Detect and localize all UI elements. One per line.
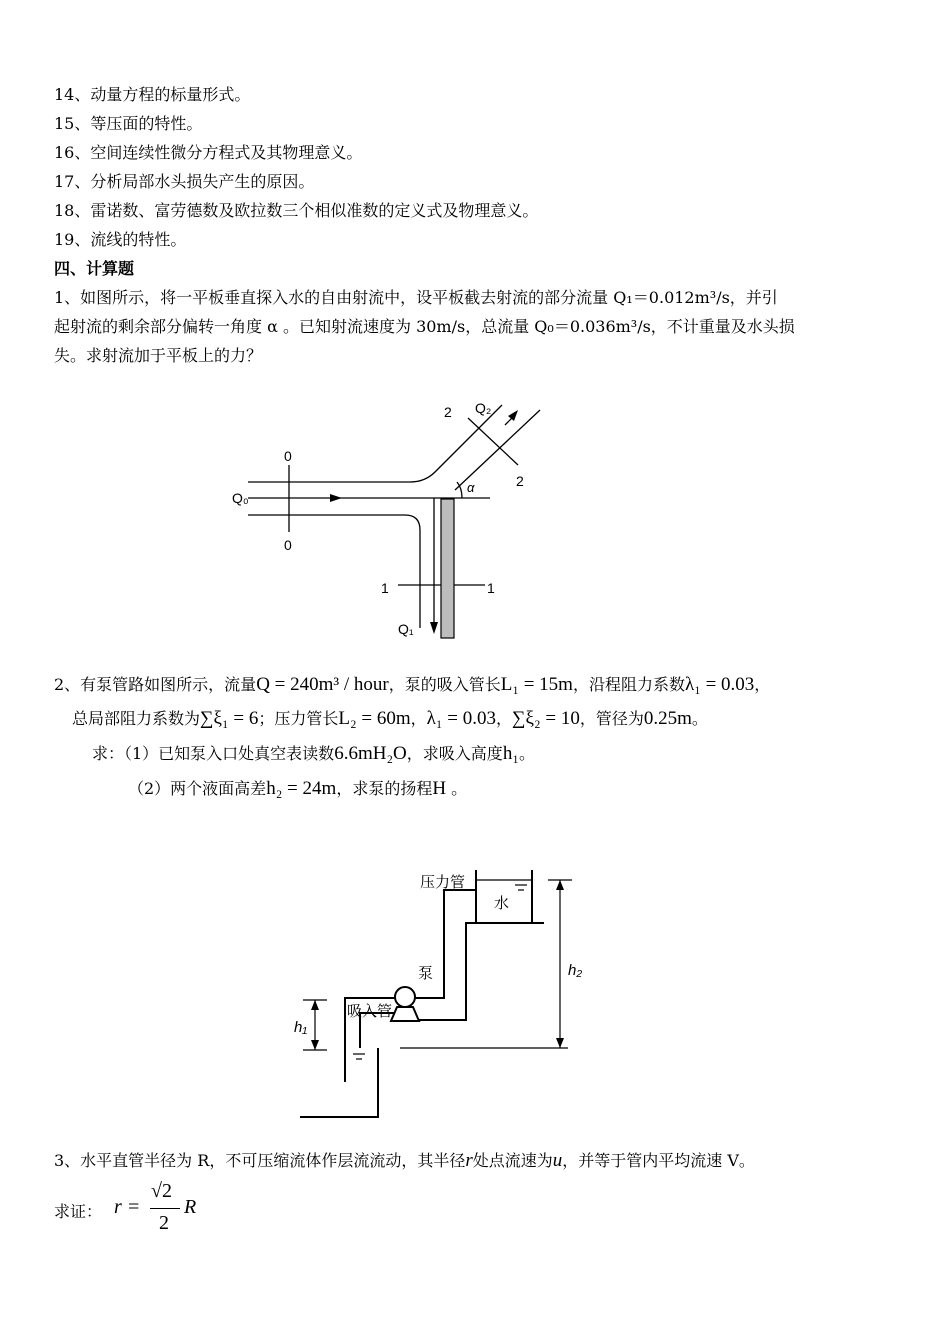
- question-18: 18、雷诺数、富劳德数及欧拉数三个相似准数的定义式及物理意义。: [54, 201, 539, 220]
- arrow-q0: [330, 494, 342, 502]
- formula-vacuum: 6.6mH₂O: [334, 743, 407, 764]
- formula-h2: h₂ = 24m: [266, 778, 337, 799]
- label-0-top: 0: [284, 448, 292, 464]
- label-q0: Q₀: [232, 490, 249, 506]
- formula-r: r: [465, 1150, 473, 1171]
- label-q2: Q₂: [475, 400, 492, 416]
- pump-icon: [395, 987, 415, 1007]
- problem2-line1: 2、有泵管路如图所示，流量Q = 240m³ / hour，泵的吸入管长L₁ = 15m，沿程阻力系数λ₁ = 0.03，: [54, 674, 771, 695]
- question-15: 15、等压面的特性。: [54, 114, 203, 133]
- label-pressure-pipe: 压力管: [420, 874, 466, 891]
- label-h1: h₁: [294, 1019, 308, 1036]
- question-17: 17、分析局部水头损失产生的原因。: [54, 172, 315, 191]
- pump-pipeline-figure: [290, 860, 590, 1122]
- problem2-question1: 求：（1）已知泵入口处真空表读数6.6mH₂O，求吸入高度h₁。: [92, 743, 535, 764]
- label-h2: h₂: [568, 962, 583, 979]
- arrow-q1: [430, 622, 438, 634]
- problem1-line1: 1、如图所示，将一平板垂直探入水的自由射流中，设平板截去射流的部分流量 Q₁＝0.012m³/s，并引: [54, 288, 778, 307]
- prove-label: 求证：: [54, 1202, 103, 1221]
- label-alpha: α: [467, 480, 475, 495]
- formula-xi1: ∑ξ₁ = 6: [200, 708, 259, 729]
- problem1-line2: 起射流的剩余部分偏转一角度 α 。已知射流速度为 30m/s，总流量 Q₀＝0.036m³/s，不计重量及水头损: [54, 317, 795, 336]
- label-pump: 泵: [418, 965, 434, 982]
- formula-lambda1b: λ₁ = 0.03: [426, 708, 496, 729]
- plate: [441, 499, 454, 638]
- problem2-line2: 总局部阻力系数为∑ξ₁ = 6；压力管长L₂ = 60m，λ₁ = 0.03，∑ξ₂ = 10，管径为0.25m。: [72, 708, 708, 729]
- formula-h1: h₁: [502, 743, 519, 764]
- problem3-line1: 3、水平直管半径为 R，不可压缩流体作层流流动，其半径r处点流速为u，并等于管内平均流速 V。: [54, 1150, 755, 1171]
- section-title: 四、计算题: [54, 259, 135, 278]
- question-19: 19、流线的特性。: [54, 230, 187, 249]
- label-2-top: 2: [444, 404, 452, 420]
- formula-q: Q = 240m³ / hour: [256, 674, 389, 695]
- question-16: 16、空间连续性微分方程式及其物理意义。: [54, 143, 363, 162]
- formula-l2: L₂ = 60m: [338, 708, 411, 729]
- problem1-line3: 失。求射流加于平板上的力？: [54, 346, 263, 365]
- label-water: 水: [494, 895, 510, 912]
- jet-plate-figure: [220, 395, 560, 645]
- formula-head: H: [432, 778, 447, 799]
- formula-u: u: [552, 1150, 563, 1171]
- label-2-bottom: 2: [516, 473, 524, 489]
- arrow-q2: [508, 410, 518, 421]
- problem2-question2: （2）两个液面高差h₂ = 24m，求泵的扬程H 。: [128, 778, 468, 799]
- formula-lambda1: λ₁ = 0.03: [684, 674, 755, 695]
- label-0-bottom: 0: [284, 537, 292, 553]
- label-1-left: 1: [381, 580, 389, 596]
- label-1-right: 1: [487, 580, 495, 596]
- label-q1: Q₁: [398, 621, 414, 637]
- formula-l1: L₁ = 15m: [500, 674, 573, 695]
- formula-xi2: ∑ξ₂ = 10: [511, 708, 580, 729]
- formula-diameter: 0.25m: [643, 708, 692, 729]
- label-suction-pipe: 吸入管: [347, 1003, 393, 1020]
- question-14: 14、动量方程的标量形式。: [54, 85, 251, 104]
